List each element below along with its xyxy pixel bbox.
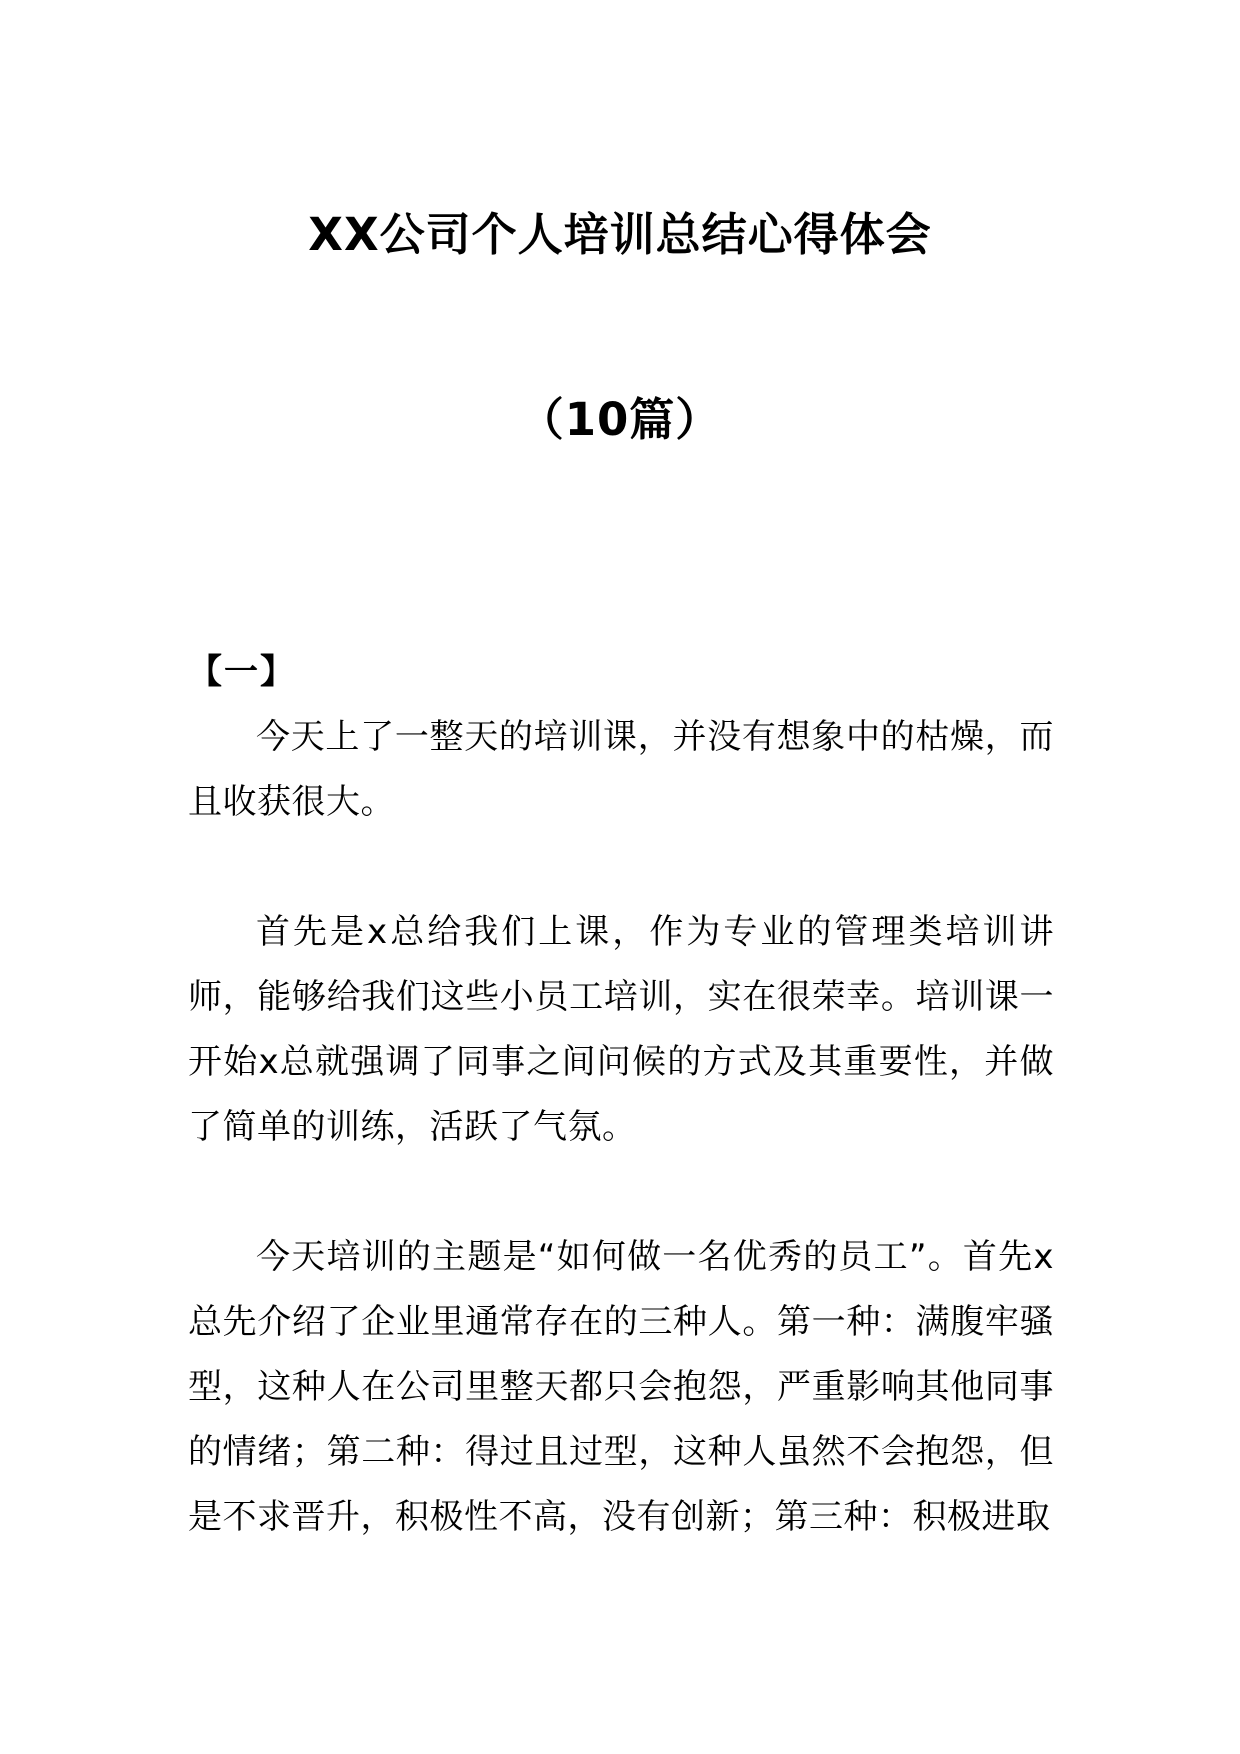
document-subtitle: （10篇）: [518, 393, 722, 446]
paragraph: 首先是x总给我们上课，作为专业的管理类培训讲师，能够给我们这些小员工培训，实在很荣幸。培训课一开始x总就强调了同事之间问候的方式及其重要性，并做了简单的训练，活跃了气氛。: [188, 912, 1054, 1147]
document-body: [188, 640, 1054, 1615]
paragraph: 今天上了一整天的培训课，并没有想象中的枯燥，而且收获很大。: [188, 717, 1054, 822]
section-heading: 【一】: [188, 652, 296, 692]
document-title: XX公司个人培训总结心得体会: [308, 208, 932, 261]
paragraph: 今天培训的主题是“如何做一名优秀的员工”。首先x总先介绍了企业里通常存在的三种人。第一种：满腹牢骚型，这种人在公司里整天都只会抱怨，严重影响其他同事的情绪；第二种：得过且过型，这种人虽然不会抱怨，但是不求晋升，积极性不高，没有创新；第三种：积极进取: [188, 1237, 1054, 1537]
